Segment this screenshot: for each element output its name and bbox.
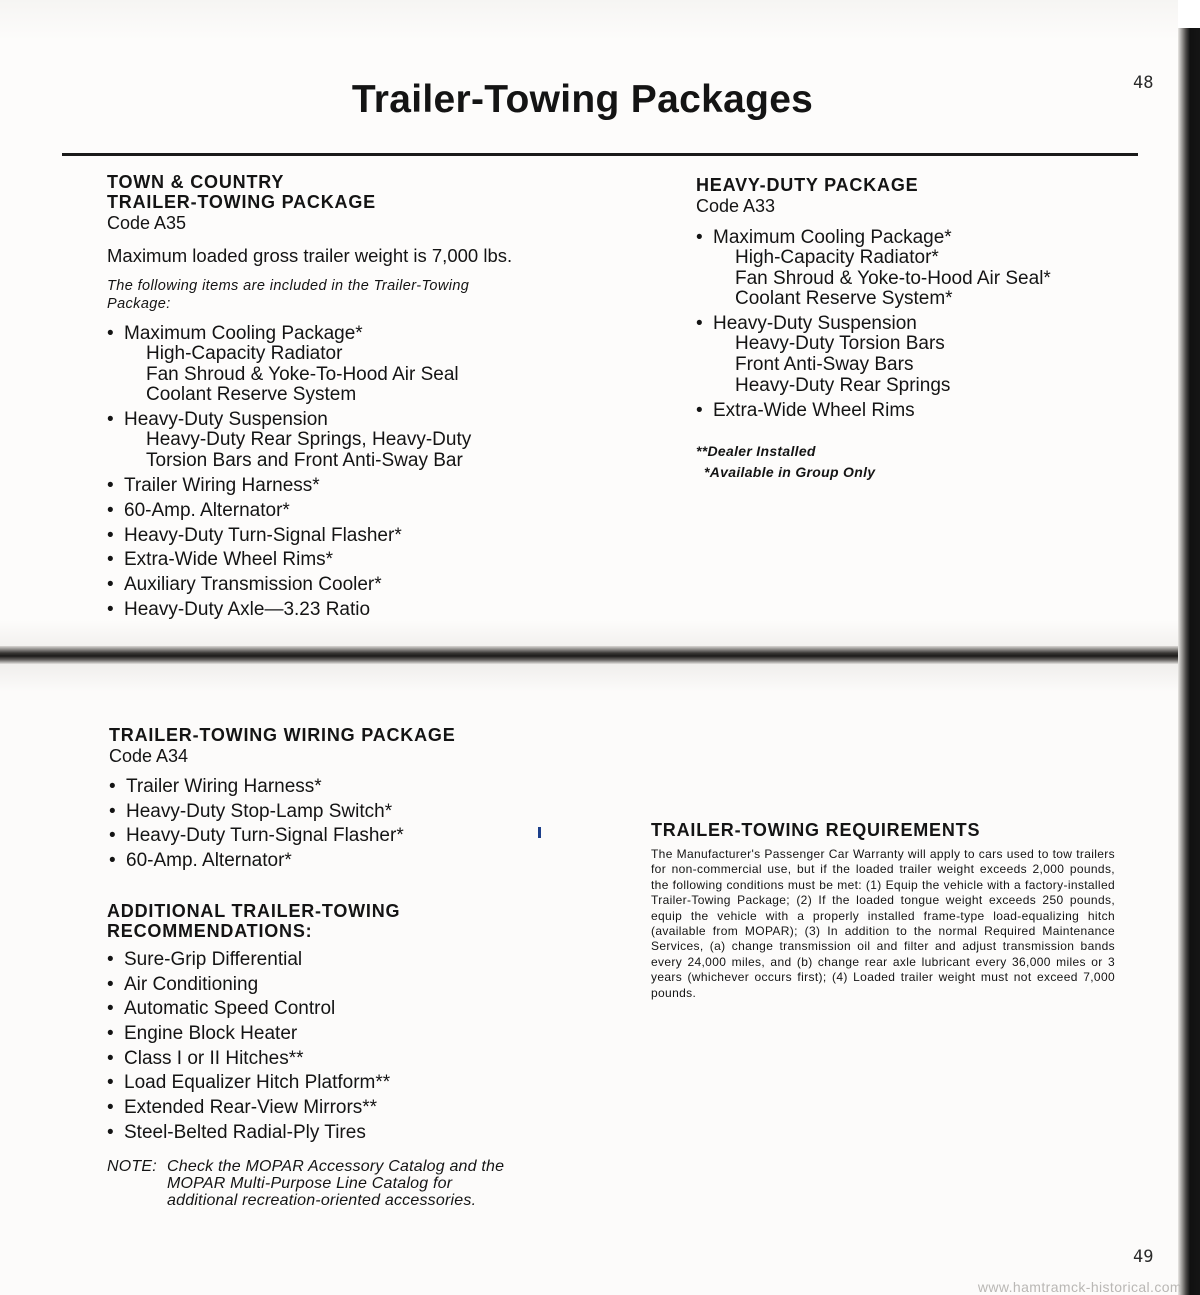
list-item bbox=[109, 802, 529, 822]
note-line: additional recreation-oriented accessories. bbox=[167, 1192, 477, 1209]
section-heading: RECOMMENDATIONS: bbox=[107, 921, 313, 941]
package-code: Code A33 bbox=[696, 196, 776, 216]
mopar-note bbox=[107, 1158, 577, 1209]
list-item bbox=[109, 826, 529, 846]
list-item bbox=[696, 228, 1126, 310]
item-label: 60-Amp. Alternator* bbox=[126, 850, 292, 872]
wiring-section bbox=[109, 725, 529, 876]
ink-mark bbox=[538, 827, 541, 838]
list-item bbox=[107, 324, 587, 406]
bullet: • bbox=[107, 409, 114, 431]
sub-item: Fan Shroud & Yoke-to-Hood Air Seal* bbox=[735, 267, 1051, 289]
sub-item: High-Capacity Radiator* bbox=[735, 247, 939, 268]
item-label: Heavy-Duty Turn-Signal Flasher* bbox=[124, 524, 402, 546]
list-item bbox=[107, 476, 587, 496]
item-label: Heavy-Duty Turn-Signal Flasher* bbox=[126, 825, 404, 847]
package-code: Code A34 bbox=[109, 746, 189, 766]
list-item bbox=[109, 851, 529, 871]
item-label: Load Equalizer Hitch Platform** bbox=[124, 1072, 391, 1094]
item-label: Engine Block Heater bbox=[124, 1023, 298, 1045]
bullet: • bbox=[696, 313, 703, 335]
sub-item: Torsion Bars and Front Anti-Sway Bar bbox=[146, 450, 463, 472]
list-item bbox=[107, 575, 587, 595]
item-label: Air Conditioning bbox=[124, 973, 259, 995]
intro-text bbox=[107, 277, 587, 313]
section-heading: ADDITIONAL TRAILER-TOWING bbox=[107, 901, 401, 921]
package-code: Code A35 bbox=[107, 213, 187, 233]
item-label: Sure-Grip Differential bbox=[124, 949, 303, 970]
list-item bbox=[107, 1049, 547, 1069]
footnotes bbox=[696, 441, 1126, 483]
town-country-items bbox=[107, 324, 587, 620]
wiring-items bbox=[109, 777, 529, 871]
note-line: Check the MOPAR Accessory Catalog and the bbox=[167, 1158, 505, 1175]
bullet: • bbox=[107, 574, 114, 596]
bullet: • bbox=[107, 475, 114, 497]
note-line: MOPAR Multi-Purpose Line Catalog for bbox=[167, 1175, 453, 1192]
bullet: • bbox=[109, 825, 116, 847]
item-label: Trailer Wiring Harness* bbox=[126, 776, 322, 797]
bullet: • bbox=[107, 549, 114, 571]
intro-line: The following items are included in the Trailer-Towing bbox=[107, 278, 470, 294]
list-item bbox=[107, 950, 547, 970]
book-edge bbox=[1178, 0, 1200, 1295]
item-label: Trailer Wiring Harness* bbox=[124, 475, 320, 497]
list-item bbox=[107, 975, 547, 995]
additional-items bbox=[107, 950, 547, 1143]
list-item bbox=[107, 550, 587, 570]
bullet: • bbox=[109, 800, 116, 822]
book-edge-corner bbox=[1178, 0, 1200, 28]
requirements-text: The Manufacturer's Passenger Car Warranty will apply to cars used to tow trailers for non-commercial use, but if the loaded trailer weight exceeds 2,000 pounds, the following conditions must be met: (1) Equip the vehicle with a factory-installed Trailer-Towing Package; (2) If the loaded tongue weight exceeds 250 pounds, equip the vehicle with a properly installed frame-type load-equalizing hitch (available from MOPAR); (3) In addition to the normal Required Maintenance Services, (a) change transmission oil and filter and adjust transmission bands every 24,000 miles, and (b) change rear axle lubricant every 36,000 miles or 3 years (whichever occurs first); (4) Loaded trailer weight must not exceed 7,000 pounds. bbox=[651, 847, 1115, 1000]
item-label: Extra-Wide Wheel Rims bbox=[713, 399, 915, 421]
list-item bbox=[107, 999, 547, 1019]
requirements-section bbox=[651, 820, 1115, 1001]
list-item bbox=[107, 1024, 547, 1044]
list-item bbox=[107, 600, 587, 620]
list-item bbox=[107, 410, 587, 471]
list-item bbox=[107, 1098, 547, 1118]
intro-line: Package: bbox=[107, 296, 171, 312]
bullet: • bbox=[107, 524, 114, 546]
sub-item: Heavy-Duty Torsion Bars bbox=[735, 333, 945, 355]
bullet: • bbox=[107, 1023, 114, 1045]
additional-section bbox=[107, 901, 547, 1148]
page-fold bbox=[0, 646, 1200, 664]
bullet: • bbox=[696, 227, 703, 248]
item-label: Extra-Wide Wheel Rims* bbox=[124, 549, 334, 571]
town-country-section bbox=[107, 172, 587, 624]
list-item bbox=[107, 1073, 547, 1093]
item-label: Class I or II Hitches** bbox=[124, 1047, 304, 1069]
bullet: • bbox=[107, 323, 114, 344]
title-rule bbox=[62, 153, 1138, 156]
bullet: • bbox=[107, 598, 114, 620]
section-heading: TOWN & COUNTRY bbox=[107, 172, 285, 192]
item-label: Steel-Belted Radial-Ply Tires bbox=[124, 1121, 366, 1143]
page-title: Trailer-Towing Packages bbox=[351, 78, 814, 121]
section-heading: TRAILER-TOWING REQUIREMENTS bbox=[651, 820, 981, 840]
footnote: *Available in Group Only bbox=[704, 463, 876, 480]
bullet: • bbox=[107, 973, 114, 995]
item-label: Maximum Cooling Package* bbox=[124, 323, 363, 344]
list-item bbox=[107, 1123, 547, 1143]
bullet: • bbox=[696, 399, 703, 421]
sub-item: Heavy-Duty Rear Springs bbox=[735, 374, 951, 396]
heavy-duty-section bbox=[696, 175, 1126, 483]
bullet: • bbox=[107, 500, 114, 522]
list-item bbox=[696, 314, 1126, 396]
page-number-top: 48 bbox=[1133, 73, 1154, 93]
bullet: • bbox=[109, 850, 116, 872]
bullet: • bbox=[107, 1097, 114, 1119]
sub-item: Coolant Reserve System bbox=[146, 384, 357, 406]
item-label: Automatic Speed Control bbox=[124, 998, 336, 1020]
sub-item: Front Anti-Sway Bars bbox=[735, 354, 914, 376]
bullet: • bbox=[107, 1072, 114, 1094]
heavy-duty-items bbox=[696, 228, 1126, 421]
list-item bbox=[107, 501, 587, 521]
section-heading: TRAILER-TOWING WIRING PACKAGE bbox=[109, 725, 456, 745]
item-label: 60-Amp. Alternator* bbox=[124, 500, 290, 522]
footnote: **Dealer Installed bbox=[696, 442, 816, 459]
sub-item: Heavy-Duty Rear Springs, Heavy-Duty bbox=[146, 429, 472, 451]
bullet: • bbox=[109, 776, 116, 797]
list-item bbox=[109, 777, 529, 797]
section-heading: TRAILER-TOWING PACKAGE bbox=[107, 192, 376, 212]
item-label: Heavy-Duty Suspension bbox=[124, 409, 328, 431]
section-heading: HEAVY-DUTY PACKAGE bbox=[696, 175, 919, 195]
bullet: • bbox=[107, 949, 114, 970]
sub-item: Fan Shroud & Yoke-To-Hood Air Seal bbox=[146, 363, 459, 385]
item-label: Maximum Cooling Package* bbox=[713, 227, 952, 248]
item-label: Heavy-Duty Suspension bbox=[713, 313, 917, 335]
page-number-bottom: 49 bbox=[1133, 1247, 1154, 1267]
bullet: • bbox=[107, 1121, 114, 1143]
list-item bbox=[107, 526, 587, 546]
item-label: Heavy-Duty Stop-Lamp Switch* bbox=[126, 800, 393, 822]
sub-item: High-Capacity Radiator bbox=[146, 343, 343, 364]
bullet: • bbox=[107, 1047, 114, 1069]
bullet: • bbox=[107, 998, 114, 1020]
sub-item: Coolant Reserve System* bbox=[735, 288, 953, 310]
note-label: NOTE: bbox=[107, 1158, 157, 1175]
item-label: Heavy-Duty Axle—3.23 Ratio bbox=[124, 598, 371, 620]
item-label: Auxiliary Transmission Cooler* bbox=[124, 574, 382, 596]
max-weight-text: Maximum loaded gross trailer weight is 7,000 lbs. bbox=[107, 245, 513, 266]
item-label: Extended Rear-View Mirrors** bbox=[124, 1097, 378, 1119]
list-item bbox=[696, 401, 1126, 421]
watermark: www.hamtramck-historical.com bbox=[977, 1279, 1182, 1295]
